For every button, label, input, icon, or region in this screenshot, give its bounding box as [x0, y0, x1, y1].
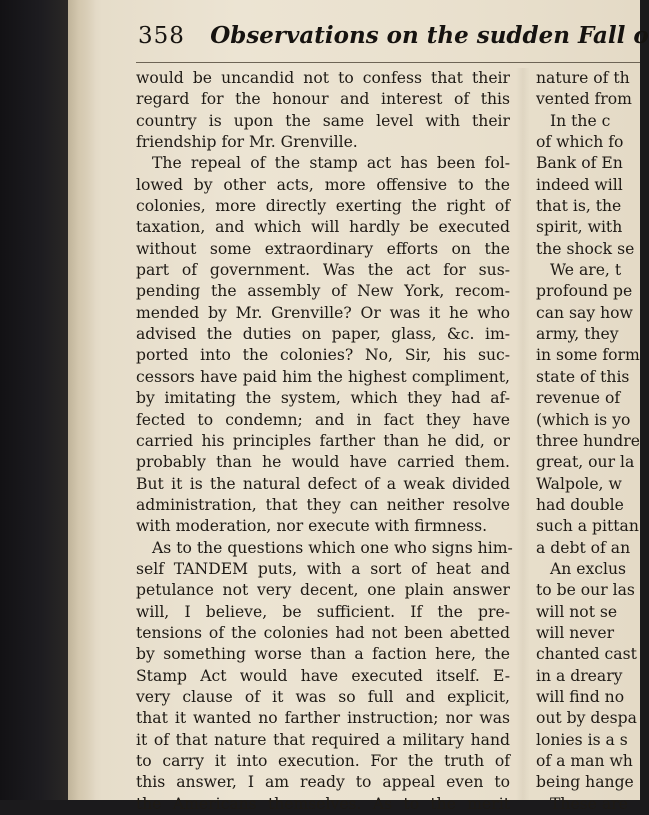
text-line: cessors have paid him the highest compliment, [136, 367, 510, 386]
text-line: great, our la [536, 453, 635, 472]
text-line: army, they [536, 325, 619, 344]
text-line: with moderation, nor execute with firmness. [136, 517, 488, 536]
text-line: chanted cast [536, 645, 637, 664]
text-line: that is, the [536, 197, 622, 216]
text-line: state of this [536, 367, 630, 386]
text-line: can say how [536, 303, 633, 322]
text-line: advised the duties on paper, glass, &c. im- [136, 325, 510, 344]
text-line: will, I believe, be sufficient. If the pre- [136, 602, 510, 621]
text-line: part of government. Was the act for sus- [136, 261, 510, 280]
text-line: spirit, with [536, 218, 623, 237]
text-line: ported into the colonies? No, Sir, his suc- [136, 346, 510, 365]
column-gutter [516, 68, 530, 800]
text-line: will never [536, 623, 615, 642]
text-line: mended by Mr. Grenville? Or was it he who [136, 303, 510, 322]
text-line: These are [550, 794, 628, 813]
text-line: such a pittan [536, 517, 639, 536]
text-line: administration, that they can neither resolve [136, 495, 510, 514]
text-line: (which is yo [536, 410, 631, 429]
text-line: revenue of [536, 389, 621, 408]
text-line: to carry it into execution. For the truth of [136, 752, 510, 770]
text-line: fected to condemn; and in fact they have [136, 410, 510, 429]
text-line: Bank of En [536, 154, 623, 173]
text-line: Walpole, w [536, 474, 622, 493]
text-line: probably than he would have carried them. [136, 453, 510, 472]
text-line: self TANDEM puts, with a sort of heat and [136, 559, 510, 578]
text-line: But it is the natural defect of a weak divided [136, 474, 510, 493]
text-line: in a dreary [536, 666, 623, 685]
text-line: will find no [536, 687, 625, 706]
text-line: pending the assembly of New York, recom- [136, 282, 510, 301]
text-line: in some form [536, 346, 640, 365]
text-line: petulance not very decent, one plain answer [136, 581, 510, 600]
text-line: Stamp Act would have executed itself. E- [136, 666, 510, 685]
text-line: As to the questions which one who signs him- [152, 538, 513, 557]
running-title: Observations on the sudden Fall o [210, 22, 649, 49]
text-line: it of that nature that required a military hand [136, 730, 510, 749]
text-line: indeed will [536, 175, 623, 194]
text-line: We are, t [550, 261, 622, 280]
page-fold-shading [68, 0, 96, 800]
text-line: regard for the honour and interest of this [136, 90, 510, 109]
text-line: of a man wh [536, 752, 633, 770]
text-line: colonies, more directly exerting the right of [136, 197, 510, 216]
text-line: without some extraordinary efforts on the [136, 239, 510, 258]
text-line: vented from [536, 90, 632, 109]
text-line: country is upon the same level with their [136, 111, 510, 130]
text-line: out by despa [536, 709, 637, 728]
text-line: by something worse than a faction here, the [136, 645, 510, 664]
text-line: being hange [536, 773, 634, 792]
text-line: will not se [536, 602, 618, 621]
text-line: lowed by other acts, more offensive to the [136, 175, 510, 194]
newspaper-page [68, 0, 649, 813]
text-line: a debt of an [536, 538, 631, 557]
text-line: that it wanted no farther instruction; nor was [136, 709, 510, 728]
header-rule [136, 62, 640, 63]
running-header [138, 22, 649, 49]
text-line: taxation, and which will hardly be executed [136, 218, 510, 237]
left-text-column [136, 68, 513, 815]
text-line: tensions of the colonies had not been abetted [136, 623, 510, 642]
text-line: carried his principles farther than he did, or [136, 431, 510, 450]
text-line: friendship for Mr. Grenville. [136, 133, 358, 152]
text-line: In the c [550, 111, 611, 130]
text-line: by imitating the system, which they had af- [136, 389, 510, 408]
text-line: three hundre [536, 431, 640, 450]
text-line: nature of th [536, 69, 630, 87]
text-line: lonies is a s [536, 730, 628, 749]
text-line: this answer, I am ready to appeal even to [136, 773, 510, 792]
text-line: had double [536, 495, 624, 514]
text-line: of which fo [536, 133, 624, 152]
text-line: An exclus [550, 559, 627, 578]
text-line: would be uncandid not to confess that their [136, 69, 510, 87]
text-line: to be our las [536, 581, 635, 600]
text-line: profound pe [536, 282, 633, 301]
text-line: very clause of it was so full and explicit, [136, 687, 510, 706]
text-line: the shock se [536, 239, 635, 258]
right-text-column [536, 68, 640, 815]
text-line: the Americans themselves. As to the merit [136, 794, 510, 813]
text-line: The repeal of the stamp act has been fol- [152, 154, 510, 173]
page-number: 358 [138, 23, 185, 49]
book-spine-shadow [0, 0, 68, 800]
